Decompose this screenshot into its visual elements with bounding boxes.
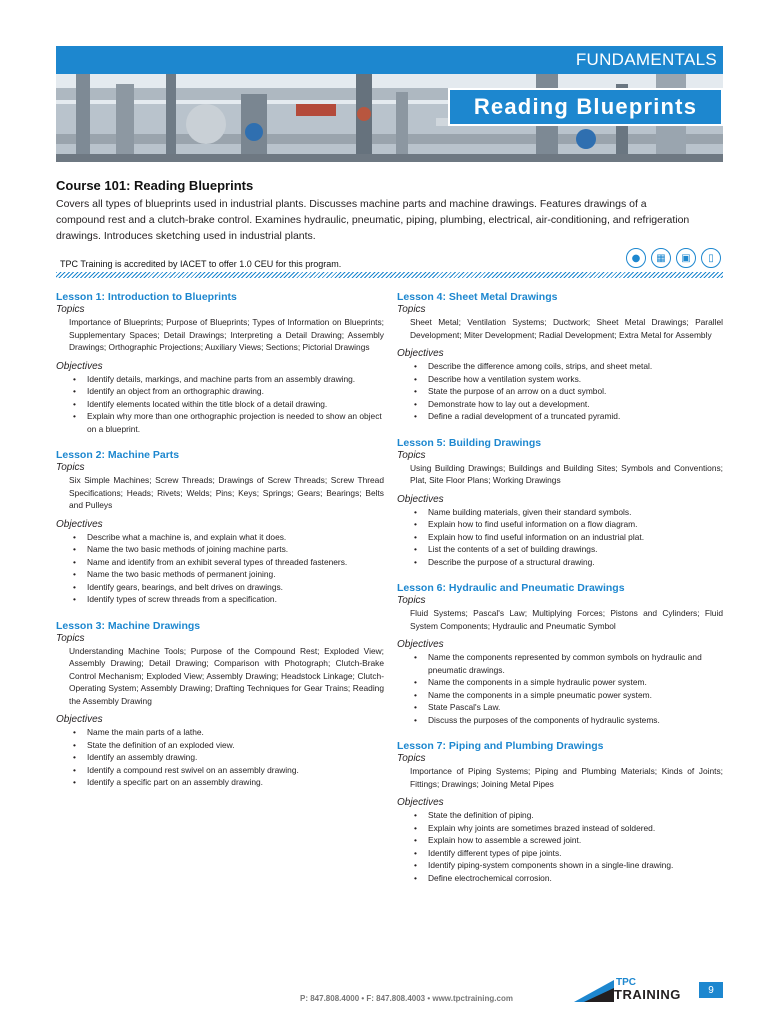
objective-item: • Describe what a machine is, and explain what it does. <box>70 531 384 544</box>
course-title-banner <box>448 88 723 126</box>
format-icons <box>626 248 721 268</box>
objectives-label: Objectives <box>397 348 444 359</box>
lesson-title: Lesson 4: Sheet Metal Drawings <box>397 291 558 303</box>
footer-contact: P: 847.808.4000 • F: 847.808.4003 • www.tpctraining.com <box>300 994 513 1003</box>
lesson-topics: Understanding Machine Tools; Purpose of the Compound Rest; Exploded View; Assembly Drawing; Detail Drawing; Comparison with Photograph; Clutch-Brake Control Mechanism; Exploded View; Assembly Drawing; Headstock Linkage; Clutch-Operating System; Assembly Drawing; Drafting Techniques for Gear Trains; Reading the Assembly Drawing <box>69 645 384 706</box>
book-icon: ▦ <box>651 248 671 268</box>
topics-label: Topics <box>56 304 85 315</box>
objectives-list <box>397 506 723 569</box>
objective-item: • State Pascal's Law. <box>411 701 723 714</box>
objective-item: • Describe how a ventilation system works. <box>411 373 723 386</box>
lesson-3 <box>56 620 384 789</box>
lesson-1 <box>56 291 384 435</box>
objective-item: • Identify different types of pipe joints. <box>411 847 723 860</box>
lesson-7 <box>397 740 723 884</box>
objective-item: • Explain how to find useful information on a flow diagram. <box>411 518 723 531</box>
topics-label: Topics <box>56 632 85 644</box>
logo-tpc-text: TPC <box>616 977 636 988</box>
objective-item: • Identify details, markings, and machine parts from an assembly drawing. <box>70 373 384 386</box>
objective-item: • Explain how to find useful information on an industrial plat. <box>411 531 723 544</box>
objectives-list <box>56 373 384 436</box>
objectives-list <box>56 726 384 789</box>
lesson-topics: Using Building Drawings; Buildings and Building Sites; Symbols and Conventions; Plat, Site Floor Plans; Working Drawings <box>410 462 723 485</box>
objective-item: • Describe the difference among coils, strips, and sheet metal. <box>411 360 723 373</box>
objective-item: • Explain how to assemble a screwed joint. <box>411 834 723 847</box>
objectives-label: Objectives <box>397 493 444 505</box>
objective-item: • Name and identify from an exhibit several types of threaded fasteners. <box>70 556 384 569</box>
objectives-label: Objectives <box>56 360 103 372</box>
lesson-topics: Importance of Piping Systems; Piping and Plumbing Materials; Kinds of Joints; Fittings; Drawings; Joining Metal Pipes <box>410 766 723 789</box>
objective-item: • Describe the purpose of a structural drawing. <box>411 556 723 569</box>
objective-item: • State the purpose of an arrow on a duct symbol. <box>411 385 723 398</box>
screen-icon: ▣ <box>676 248 696 268</box>
globe-icon: ● <box>626 248 646 268</box>
header-banner <box>56 46 723 162</box>
objective-item: • Name the components in a simple pneumatic power system. <box>411 689 723 702</box>
objective-item: • Identify an assembly drawing. <box>70 751 384 764</box>
topics-label: Topics <box>56 462 85 473</box>
topics-label: Topics <box>397 595 426 606</box>
objective-item: • Name the components in a simple hydraulic power system. <box>411 676 723 689</box>
banner-title: Reading Blueprints <box>473 94 698 119</box>
objective-item: • Name the two basic methods of permanent joining. <box>70 568 384 581</box>
lesson-title: Lesson 7: Piping and Plumbing Drawings <box>397 740 604 752</box>
objectives-label: Objectives <box>397 639 444 650</box>
page-number: 9 <box>699 982 723 998</box>
category-bar <box>56 46 723 74</box>
lesson-topics: Fluid Systems; Pascal's Law; Multiplying Forces; Pistons and Cylinders; Fluid System Components; Hydraulic and Pneumatic Symbol <box>410 608 723 631</box>
topics-label: Topics <box>397 449 426 461</box>
objectives-label: Objectives <box>56 518 103 530</box>
course-title: Course 101: Reading Blueprints <box>56 178 254 193</box>
objective-item: • Demonstrate how to lay out a development. <box>411 398 723 411</box>
objective-item: • State the definition of piping. <box>411 809 723 822</box>
objective-item: • Identify elements located within the title block of a detail drawing. <box>70 398 384 411</box>
lesson-title: Lesson 3: Machine Drawings <box>56 619 201 632</box>
lesson-title: Lesson 6: Hydraulic and Pneumatic Drawings <box>397 582 625 594</box>
lesson-4 <box>397 291 723 423</box>
lesson-title: Lesson 1: Introduction to Blueprints <box>56 291 237 303</box>
objective-item: • Explain why more than one orthographic projection is needed to show an object on a blueprint. <box>70 410 384 435</box>
objective-item: • Identify a compound rest swivel on an assembly drawing. <box>70 764 384 777</box>
objectives-list <box>397 651 723 726</box>
objective-item: • Identify a specific part on an assembly drawing. <box>70 776 384 789</box>
objective-item: • List the contents of a set of building drawings. <box>411 543 723 556</box>
objectives-list <box>56 531 384 606</box>
lesson-topics: Importance of Blueprints; Purpose of Blueprints; Types of Information on Blueprints; Supplementary Spaces; Detail Drawings; Interpreting a Detail Drawing; Assembly Drawings; Orthographic Projections; Auxiliary Views; Sections; Pictorial Drawings <box>69 317 384 352</box>
lesson-2 <box>56 449 384 606</box>
objective-item: • Name building materials, given their standard symbols. <box>411 506 723 519</box>
divider-stripe <box>56 272 723 278</box>
topics-label: Topics <box>397 304 426 315</box>
objective-item: • Identify types of screw threads from a specification. <box>70 593 384 606</box>
logo-training-text: TRAINING <box>614 987 681 1002</box>
objectives-label: Objectives <box>56 714 103 725</box>
tpc-training-logo <box>574 978 686 1002</box>
objective-item: • Define a radial development of a truncated pyramid. <box>411 410 723 423</box>
objective-item: • Identify piping-system components shown in a single-line drawing. <box>411 859 723 872</box>
objectives-list <box>397 360 723 423</box>
objective-item: • Identify an object from an orthographic drawing. <box>70 385 384 398</box>
objectives-label: Objectives <box>397 797 444 808</box>
lesson-title: Lesson 2: Machine Parts <box>56 449 180 461</box>
objective-item: • State the definition of an exploded view. <box>70 739 384 752</box>
category-label: FUNDAMENTALS <box>575 50 717 69</box>
objective-item: • Discuss the purposes of the components of hydraulic systems. <box>411 714 723 727</box>
lesson-title: Lesson 5: Building Drawings <box>397 436 542 449</box>
topics-label: Topics <box>397 753 426 764</box>
lesson-topics: Sheet Metal; Ventilation Systems; Ductwork; Sheet Metal Drawings; Parallel Development; Miter Development; Radial Development; Extra Metal for Assembly <box>410 317 723 340</box>
objective-item: • Name the two basic methods of joining machine parts. <box>70 543 384 556</box>
lesson-6 <box>397 582 723 726</box>
objectives-list <box>397 809 723 884</box>
left-column <box>56 291 384 803</box>
logo-mark-icon <box>574 978 614 1002</box>
objective-item: • Name the main parts of a lathe. <box>70 726 384 739</box>
objective-item: • Explain why joints are sometimes brazed instead of soldered. <box>411 822 723 835</box>
mobile-icon: ▯ <box>701 248 721 268</box>
right-column <box>397 291 723 898</box>
lesson-5 <box>397 437 723 569</box>
objective-item: • Name the components represented by common symbols on hydraulic and pneumatic drawings. <box>411 651 723 676</box>
lesson-topics: Six Simple Machines; Screw Threads; Drawings of Screw Threads; Screw Thread Specifications; Heads; Rivets; Welds; Pins; Keys; Springs; Gears; Bearings; Belts and Pulleys <box>69 475 384 510</box>
accreditation-note: TPC Training is accredited by IACET to offer 1.0 CEU for this program. <box>60 259 342 269</box>
objective-item: • Define electrochemical corrosion. <box>411 872 723 885</box>
objective-item: • Identify gears, bearings, and belt drives on drawings. <box>70 581 384 594</box>
course-description: Covers all types of blueprints used in industrial plants. Discusses machine parts and machine drawings. Features drawings of a compound rest and a clutch-brake control. Examines hydraulic, pneumatic, piping, plumbing, electrical, air-conditioning, and refrigeration drawings. Introduces sketching used in industrial plants. <box>56 198 690 242</box>
